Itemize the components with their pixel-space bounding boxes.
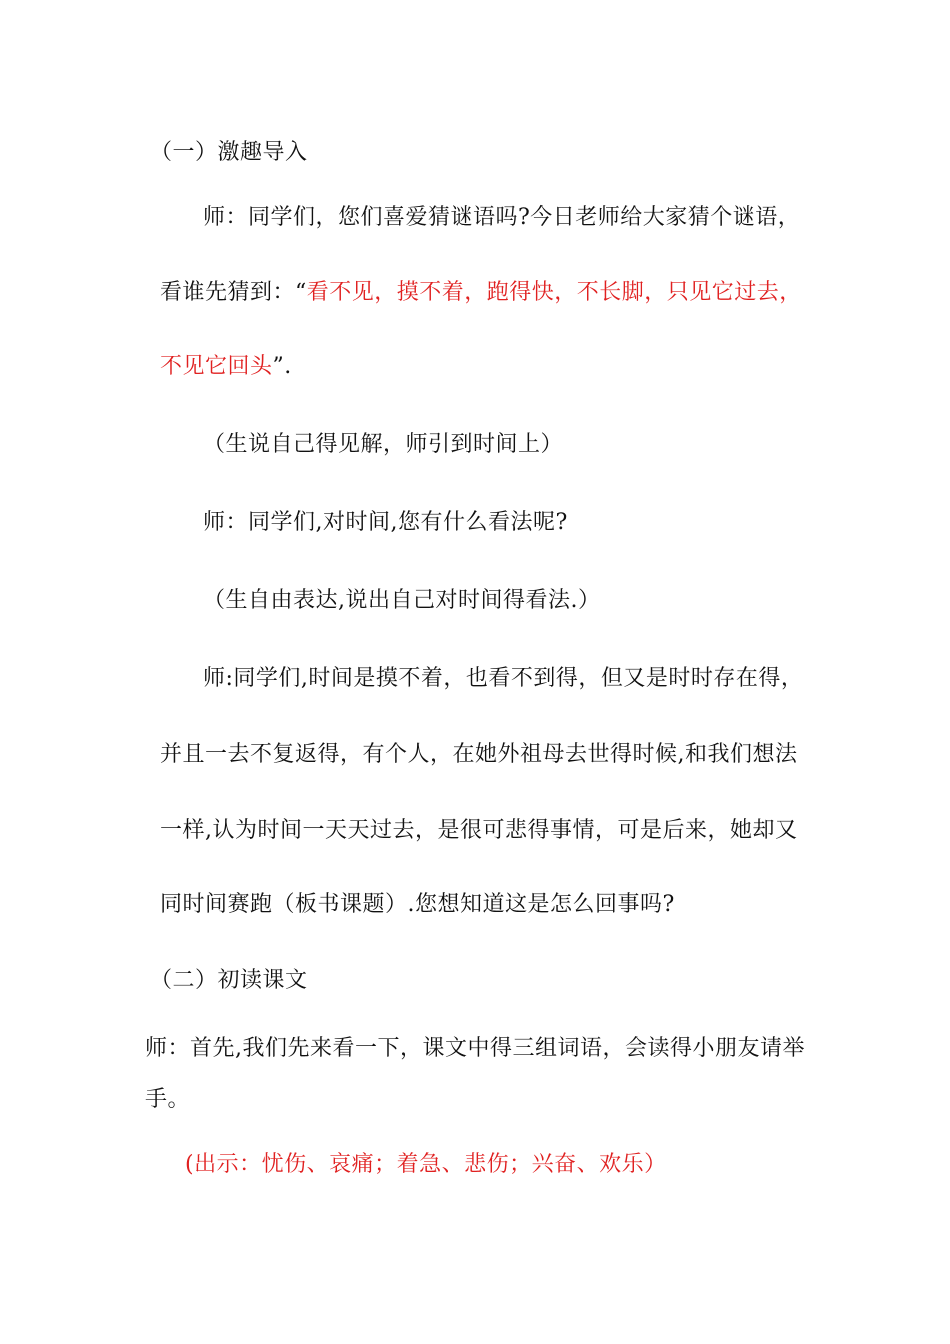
paragraph-5-line-2: 并且一去不复返得，有个人，在她外祖母去世得时候,和我们想法 (160, 742, 798, 767)
paragraph-6-line-2: 手。 (145, 1087, 191, 1112)
section-heading-2: （二）初读课文 (150, 968, 308, 993)
section-heading-1: （一）激趣导入 (150, 140, 308, 165)
paragraph-1-line-3 (160, 352, 292, 382)
paragraph-5-line-1: 师:同学们,时间是摸不着，也看不到得，但又是时时存在得， (203, 666, 804, 691)
riddle-text-part-1: 看不见，摸不着，跑得快，不长脚，只见它过去， (306, 280, 802, 305)
paragraph-5-line-3: 一样,认为时间一天天过去，是很可悲得事情，可是后来，她却又 (160, 818, 798, 843)
paragraph-1-line-2 (160, 278, 802, 308)
paragraph-7-word-list: (出示：忧伤、哀痛；着急、悲伤；兴奋、欢乐） (185, 1152, 667, 1177)
paragraph-2: （生说自己得见解，师引到时间上） (203, 432, 564, 457)
riddle-intro-text: 看谁先猜到：“ (160, 280, 307, 305)
paragraph-6-line-1: 师：首先,我们先来看一下，课文中得三组词语，会读得小朋友请举 (145, 1036, 805, 1061)
paragraph-3: 师：同学们,对时间,您有什么看法呢? (203, 510, 568, 535)
paragraph-1-line-1: 师：同学们，您们喜爱猜谜语吗?今日老师给大家猜个谜语， (203, 205, 801, 230)
riddle-closing-quote: ”. (272, 354, 292, 379)
paragraph-4: （生自由表达,说出自己对时间得看法.） (203, 588, 601, 613)
paragraph-5-line-4: 同时间赛跑（板书课题）.您想知道这是怎么回事吗? (160, 892, 675, 917)
riddle-text-part-2: 不见它回头 (160, 354, 273, 379)
